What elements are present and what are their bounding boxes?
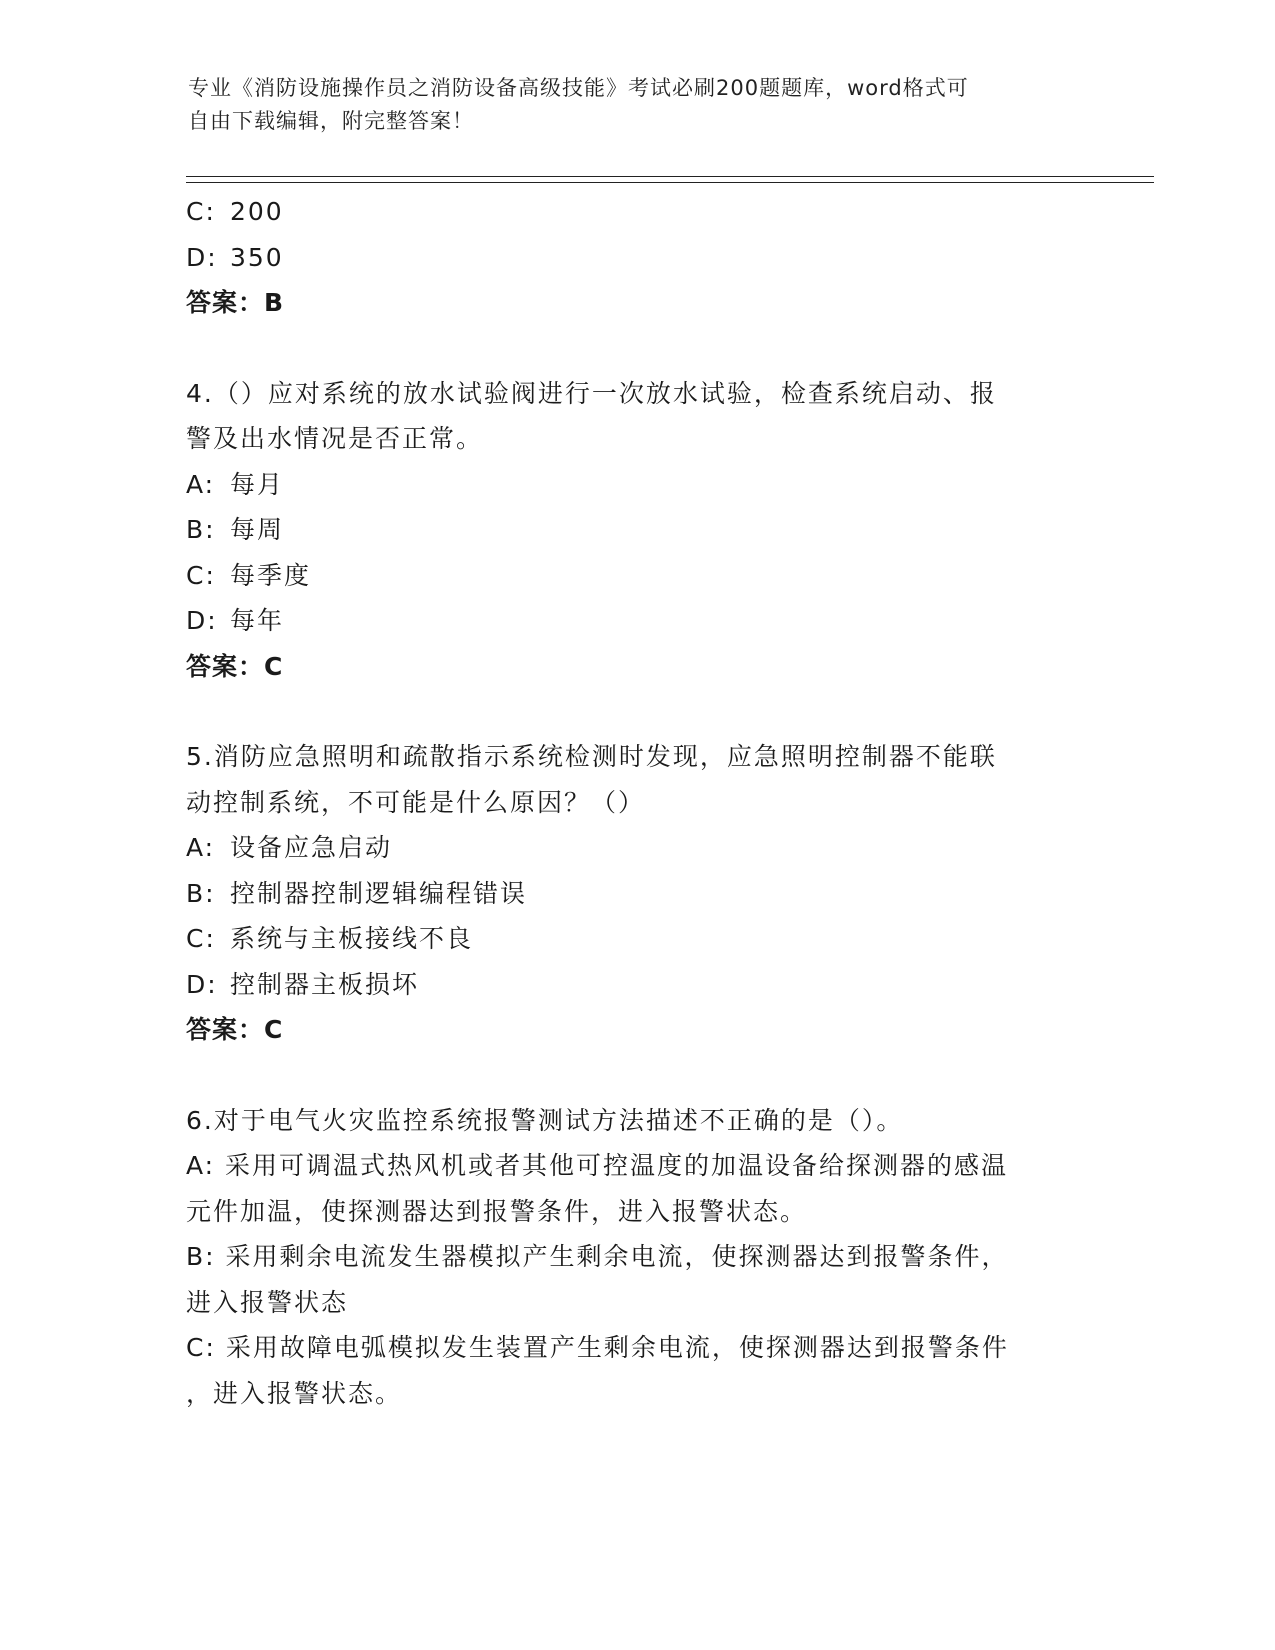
option-text: 控制器控制逻辑编程错误 xyxy=(230,878,528,908)
option-b xyxy=(186,871,1086,917)
option-c xyxy=(186,553,1086,599)
option-text: 每月 xyxy=(230,469,285,499)
option-d xyxy=(186,962,1086,1008)
option-b: B: 采用剩余电流发生器模拟产生剩余电流，使探测器达到报警条件， xyxy=(186,1242,1009,1271)
question-3-tail xyxy=(186,189,1086,326)
option-text: 设备应急启动 xyxy=(230,833,393,862)
question-stem-cont: 警及出水情况是否正常。 xyxy=(186,424,484,453)
question-stem-cont: 动控制系统，不可能是什么原因？（） xyxy=(186,787,646,817)
option-label: C: xyxy=(186,924,216,953)
option-d xyxy=(186,235,1086,281)
option-label: D: xyxy=(186,242,218,272)
option-a xyxy=(186,825,1086,871)
header-divider-top xyxy=(186,176,1154,177)
question-6 xyxy=(186,1098,1086,1417)
option-label: A: xyxy=(186,469,216,499)
question-stem: 5.消防应急照明和疏散指示系统检测时发现，应急照明控制器不能联 xyxy=(186,742,997,771)
option-label: C: xyxy=(186,197,216,226)
option-label: C: xyxy=(186,560,216,590)
option-b xyxy=(186,507,1086,553)
option-c: C: 采用故障电弧模拟发生装置产生剩余电流，使探测器达到报警条件 xyxy=(186,1333,1009,1362)
option-text: 控制器主板损坏 xyxy=(230,969,420,999)
option-text: 每季度 xyxy=(230,560,312,590)
option-label: D: xyxy=(186,606,218,635)
option-d xyxy=(186,598,1086,644)
option-text: 350 xyxy=(230,242,284,272)
answer: 答案：B xyxy=(186,288,285,317)
question-4 xyxy=(186,371,1086,690)
option-c xyxy=(186,916,1086,962)
answer: 答案：C xyxy=(186,1015,284,1044)
option-label: A: xyxy=(186,833,216,862)
option-label: B: xyxy=(186,515,216,544)
option-a: A: 采用可调温式热风机或者其他可控温度的加温设备给探测器的感温 xyxy=(186,1151,1009,1180)
option-text: 每年 xyxy=(230,606,285,635)
document-body xyxy=(186,189,1086,1416)
option-c xyxy=(186,189,1086,235)
option-text: 200 xyxy=(230,197,284,226)
option-b-cont: 进入报警状态 xyxy=(186,1287,349,1317)
option-text: 每周 xyxy=(230,515,285,544)
option-label: B: xyxy=(186,878,216,908)
header-line-1: 专业《消防设施操作员之消防设备高级技能》考试必刷200题题库，word格式可 xyxy=(188,76,969,100)
option-text: 系统与主板接线不良 xyxy=(230,924,474,953)
header-line-2: 自由下载编辑，附完整答案！ xyxy=(188,109,474,133)
option-a-cont: 元件加温，使探测器达到报警条件，进入报警状态。 xyxy=(186,1196,808,1226)
question-5 xyxy=(186,734,1086,1053)
header-divider-bottom xyxy=(186,182,1154,183)
option-label: D: xyxy=(186,969,218,999)
option-a xyxy=(186,462,1086,508)
question-stem: 4.（）应对系统的放水试验阀进行一次放水试验，检查系统启动、报 xyxy=(186,378,997,408)
answer: 答案：C xyxy=(186,651,284,681)
page-header xyxy=(188,72,1068,138)
option-c-cont: ，进入报警状态。 xyxy=(186,1378,403,1408)
question-stem: 6.对于电气火灾监控系统报警测试方法描述不正确的是（）。 xyxy=(186,1105,904,1135)
